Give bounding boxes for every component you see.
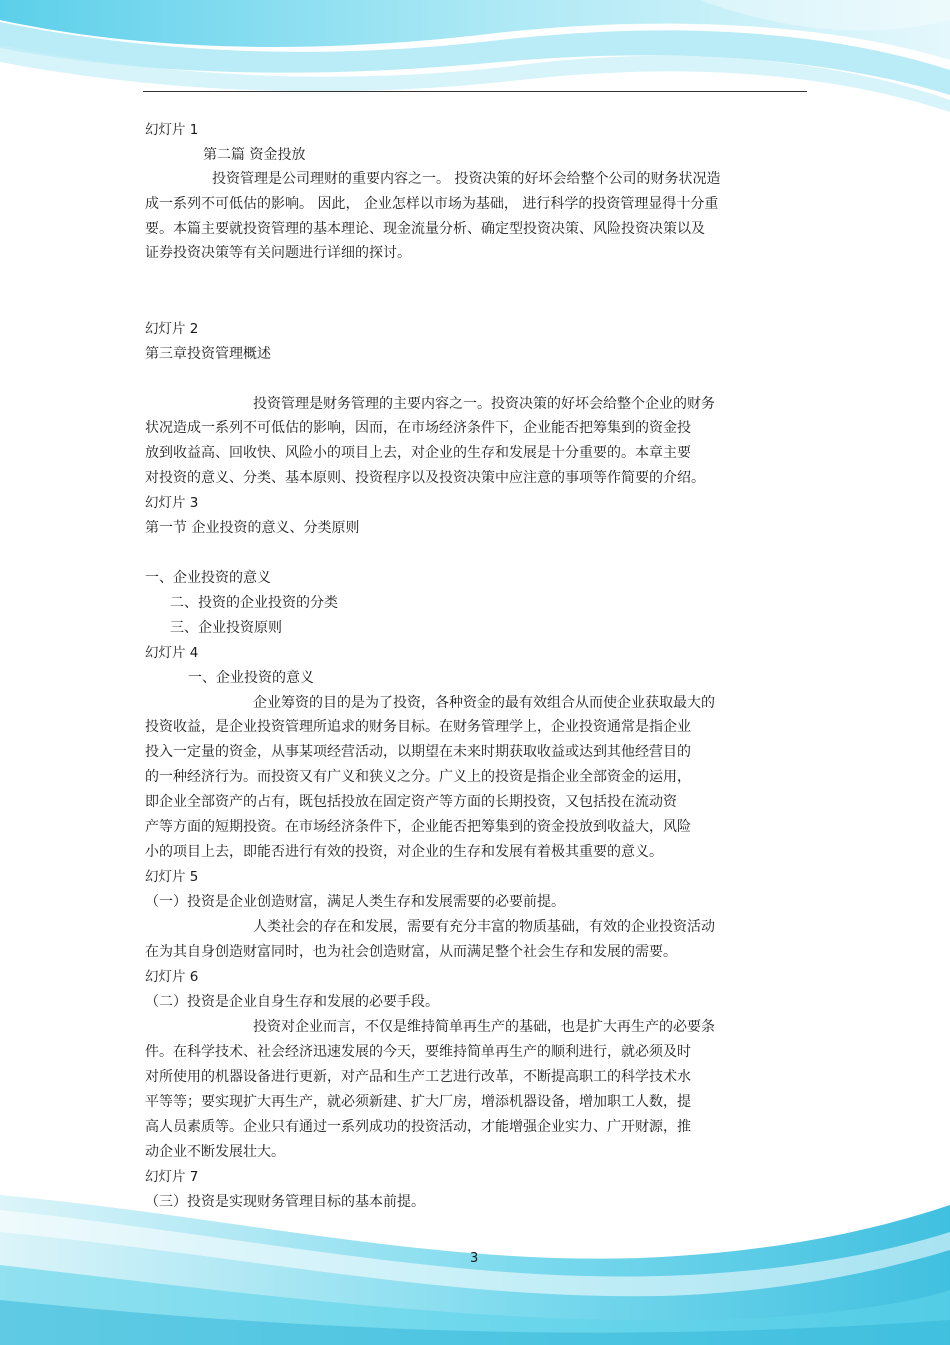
slide-label: 幻灯片 6: [145, 969, 199, 985]
part-title: 第二篇 资金投放: [203, 147, 306, 163]
paragraph-line: 证券投资决策等有关问题进行详细的探讨。: [145, 245, 411, 261]
paragraph-line: 小的项目上去，即能否进行有效的投资，对企业的生存和发展有着极其重要的意义。: [145, 844, 663, 860]
slide-label: 幻灯片 3: [145, 495, 199, 511]
paragraph-line: 高人员素质等。企业只有通过一系列成功的投资活动，才能增强企业实力、广开财源，推: [145, 1119, 691, 1135]
section-title: 第一节 企业投资的意义、分类原则: [145, 520, 360, 536]
outline-item: 二、投资的企业投资的分类: [170, 595, 338, 611]
paragraph-line: 对投资的意义、分类、基本原则、投资程序以及投资决策中应注意的事项等作简要的介绍。: [145, 470, 705, 486]
slide-label: 幻灯片 1: [145, 122, 199, 138]
paragraph-line: 投资收益，是企业投资管理所追求的财务目标。在财务管理学上，企业投资通常是指企业: [145, 719, 691, 735]
slide-label: 幻灯片 4: [145, 645, 199, 661]
paragraph-line: 企业筹资的目的是为了投资，各种资金的最有效组合从而使企业获取最大的: [253, 695, 715, 711]
paragraph-line: 即企业全部资产的占有，既包括投放在固定资产等方面的长期投资，又包括投在流动资: [145, 794, 677, 810]
paragraph-line: 放到收益高、回收快、风险小的项目上去，对企业的生存和发展是十分重要的。本章主要: [145, 445, 691, 461]
paragraph-line: 成一系列不可低估的影响。 因此， 企业怎样以市场为基础， 进行科学的投资管理显得十分重: [145, 196, 719, 212]
point-heading: （二）投资是企业自身生存和发展的必要手段。: [145, 994, 439, 1010]
page-number: 3: [470, 1251, 479, 1266]
point-heading: （一）投资是企业创造财富，满足人类生存和发展需要的必要前提。: [145, 894, 565, 910]
slide-label: 幻灯片 5: [145, 869, 199, 885]
paragraph-line: 投资对企业而言，不仅是维持简单再生产的基础，也是扩大再生产的必要条: [253, 1019, 715, 1035]
paragraph-line: 产等方面的短期投资。在市场经济条件下，企业能否把筹集到的资金投放到收益大，风险: [145, 819, 691, 835]
paragraph-line: 在为其自身创造财富同时，也为社会创造财富，从而满足整个社会生存和发展的需要。: [145, 944, 677, 960]
point-heading: （三）投资是实现财务管理目标的基本前提。: [145, 1194, 425, 1210]
paragraph-line: 要。本篇主要就投资管理的基本理论、现金流量分析、确定型投资决策、风险投资决策以及: [145, 221, 705, 237]
slide-label: 幻灯片 2: [145, 321, 199, 337]
paragraph-line: 投入一定量的资金，从事某项经营活动，以期望在未来时期获取收益或达到其他经营目的: [145, 744, 691, 760]
outline-item: 三、企业投资原则: [170, 620, 282, 636]
outline-item: 一、企业投资的意义: [145, 570, 271, 586]
slide-label: 幻灯片 7: [145, 1169, 199, 1185]
paragraph-line: 投资管理是公司理财的重要内容之一。 投资决策的好坏会给整个公司的财务状况造: [212, 171, 721, 187]
chapter-title: 第三章投资管理概述: [145, 346, 271, 362]
subsection-title: 一、企业投资的意义: [188, 670, 314, 686]
paragraph-line: 的一种经济行为。而投资又有广义和狭义之分。广义上的投资是指企业全部资金的运用，: [145, 769, 691, 785]
paragraph-line: 对所使用的机器设备进行更新，对产品和生产工艺进行改革，不断提高职工的科学技术水: [145, 1069, 691, 1085]
paragraph-line: 人类社会的存在和发展，需要有充分丰富的物质基础，有效的企业投资活动: [253, 919, 715, 935]
paragraph-line: 件。在科学技术、社会经济迅速发展的今天，要维持简单再生产的顺利进行，就必须及时: [145, 1044, 691, 1060]
paragraph-line: 平等等；要实现扩大再生产，就必须新建、扩大厂房，增添机器设备，增加职工人数，提: [145, 1094, 691, 1110]
paragraph-line: 状况造成一系列不可低估的影响，因而，在市场经济条件下，企业能否把筹集到的资金投: [145, 420, 691, 436]
paragraph-line: 投资管理是财务管理的主要内容之一。投资决策的好坏会给整个企业的财务: [253, 396, 715, 412]
paragraph-line: 动企业不断发展壮大。: [145, 1144, 285, 1160]
